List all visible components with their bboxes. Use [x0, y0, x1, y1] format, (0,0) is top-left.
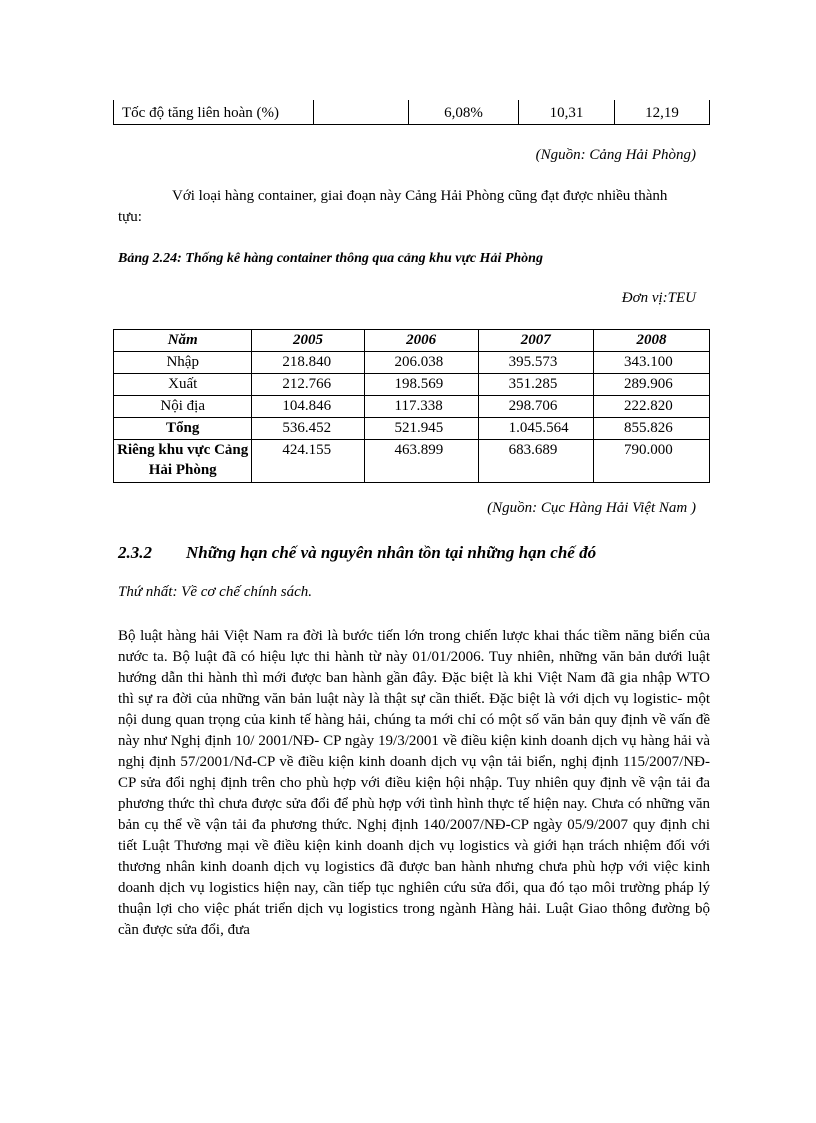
header-year: Năm: [114, 330, 252, 352]
growth-rate-value-3: 10,31: [518, 100, 614, 124]
table-cell: 212.766: [252, 374, 364, 396]
table-cell: 117.338: [364, 396, 478, 418]
growth-rate-value-2: 6,08%: [408, 100, 518, 124]
table-cell: 521.945: [364, 418, 478, 440]
container-statistics-table: [113, 329, 710, 483]
header-2008: 2008: [593, 330, 709, 352]
growth-rate-value-1: [313, 100, 408, 124]
growth-rate-row: [113, 100, 710, 125]
table-cell: 463.899: [364, 440, 478, 483]
table-cell: 1.045.564: [478, 418, 593, 440]
table-cell: 289.906: [593, 374, 709, 396]
section-title: Những hạn chế và nguyên nhân tồn tại những hạn chế đó: [186, 543, 597, 562]
growth-rate-value-4: 12,19: [614, 100, 710, 124]
row-label-import: Nhập: [114, 352, 252, 374]
row-label-haiphong: Riêng khu vực Cảng Hải Phòng: [114, 440, 252, 483]
row-label-export: Xuất: [114, 374, 252, 396]
table-header-row: [114, 330, 710, 352]
table-cell: 104.846: [252, 396, 364, 418]
table-cell: 198.569: [364, 374, 478, 396]
section-number: 2.3.2: [118, 543, 152, 562]
table-cell: 395.573: [478, 352, 593, 374]
intro-paragraph: Với loại hàng container, giai đoạn này Cảng Hải Phòng cũng đạt được nhiều thành tựu:: [118, 188, 668, 225]
table-row: [114, 440, 710, 483]
table-cell: 298.706: [478, 396, 593, 418]
table-cell: 343.100: [593, 352, 709, 374]
row-label-domestic: Nội địa: [114, 396, 252, 418]
unit-label: Đơn vị:TEU: [621, 290, 696, 306]
table-cell: 790.000: [593, 440, 709, 483]
table-cell: 683.689: [478, 440, 593, 483]
header-2006: 2006: [364, 330, 478, 352]
body-paragraph: Bộ luật hàng hải Việt Nam ra đời là bước tiến lớn trong chiến lược khai thác tiềm năng biển của nước ta. Bộ luật đã có hiệu lực thi hành từ này 01/01/2006. Tuy nhiên, những văn bản dưới luật hướng dẫn thi hành thì mới được ban hành gần đây. Đặc biệt là khi Việt Nam đã gia nhập WTO thì sự ra đời của những văn bản luật này là thật sự cần thiết. Đặc biệt là với dịch vụ logistic- một nội dung quan trọng của kinh tế hàng hải, chúng ta mới chỉ có một số văn bản quy định về vấn đề này như Nghị định 10/ 2001/NĐ- CP ngày 19/3/2001 về điều kiện kinh doanh dịch vụ hàng hải và nghị định 57/2001/Nđ-CP về điều kiện kinh doanh dịch vụ vận tải biển, nghị định 115/2007/NĐ-CP sửa đổi nghị định trên cho phù hợp với điều kiện hội nhập. Tuy nhiên quy định về vận tải đa phương thức thì chưa được sửa đổi để phù hợp với tình hình thực tế hiện nay. Chưa có những văn bản cụ thể về vận tải đa phương thức. Nghị định 140/2007/NĐ-CP ngày 05/9/2007 quy định chi tiết Luật Thương mại về điều kiện kinh doanh dịch vụ logistics và giới hạn trách nhiệm đối với thương nhân kinh doanh dịch vụ logistics đã được ban hành nhưng chưa phù hợp với việc kinh doanh dịch vụ logistics hiện nay, cần tiếp tục nghiên cứu sửa đổi, qua đó tạo môi trường pháp lý thuận lợi cho việc phát triển dịch vụ logistics trong ngành Hàng hải. Luật Giao thông đường bộ cần được sửa đổi, đưa: [118, 628, 710, 938]
header-2007: 2007: [478, 330, 593, 352]
source-note-port: (Nguồn: Cảng Hải Phòng): [535, 147, 696, 163]
table-cell: 351.285: [478, 374, 593, 396]
table-cell: 206.038: [364, 352, 478, 374]
table-caption: Bảng 2.24: Thống kê hàng container thông qua cảng khu vực Hải Phòng: [118, 251, 543, 266]
row-label-total: Tổng: [114, 418, 252, 440]
table-row: [114, 418, 710, 440]
table-cell: 536.452: [252, 418, 364, 440]
source-note-vinamarine: (Nguồn: Cục Hàng Hải Việt Nam ): [487, 500, 696, 516]
table-cell: 222.820: [593, 396, 709, 418]
growth-rate-label: Tốc độ tăng liên hoàn (%): [113, 100, 313, 124]
table-cell: 855.826: [593, 418, 709, 440]
subheading-policy: Thứ nhất: Về cơ chế chính sách.: [118, 584, 313, 600]
table-cell: 424.155: [252, 440, 364, 483]
table-row: [114, 352, 710, 374]
header-2005: 2005: [252, 330, 364, 352]
table-cell: 218.840: [252, 352, 364, 374]
table-row: [114, 396, 710, 418]
table-row: [114, 374, 710, 396]
